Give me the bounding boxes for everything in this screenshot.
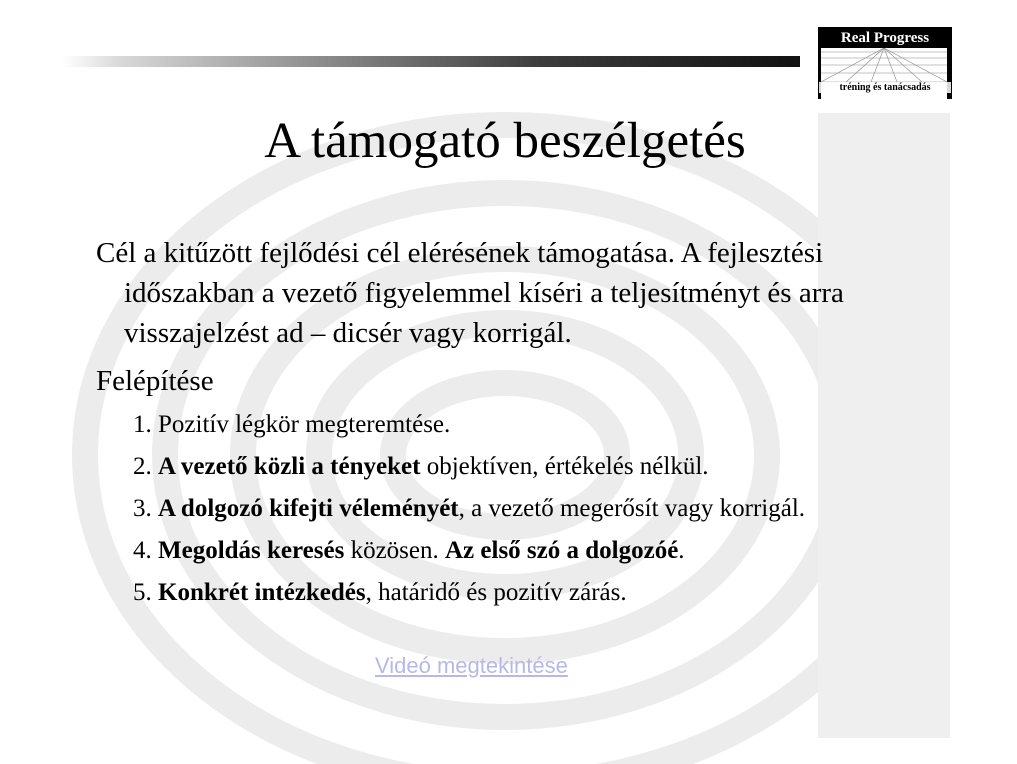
logo-title: Real Progress [840, 30, 930, 46]
step-text: , határidő és pozitív zárás. [365, 579, 627, 606]
intro-paragraph: Cél a kitűzött fejlődési cél elérésének támogatása. A fejlesztési időszakban a vezető figyelemmel kíséri a teljesítményt és arra visszajelzést ad – dicsér vagy korrigál. [96, 237, 844, 349]
step-bold-text: Konkrét intézkedés [158, 579, 366, 606]
step-bold-text: A dolgozó kifejti véleményét [158, 495, 459, 522]
list-item [133, 447, 805, 489]
video-link[interactable]: Videó megtekintése [375, 653, 568, 678]
list-item [133, 489, 805, 531]
top-gradient-rule [62, 56, 800, 67]
logo-grid-graphic [821, 48, 947, 108]
list-item [133, 531, 805, 573]
step-bold-text: A vezető közli a tényeket [158, 453, 421, 480]
logo-subtitle: tréning és tanácsadás [819, 82, 951, 93]
step-number: 3. [133, 495, 152, 522]
list-item [133, 573, 805, 615]
real-progress-logo [818, 27, 952, 99]
step-text: , a vezető megerősít vagy korrigál. [458, 495, 806, 522]
step-number: 5. [133, 579, 152, 606]
step-text-2: . [678, 537, 685, 564]
right-side-panel [818, 113, 950, 738]
step-number: 1. [133, 411, 152, 438]
step-text: objektíven, értékelés nélkül. [420, 453, 709, 480]
step-text: Pozitív légkör megteremtése. [158, 411, 451, 438]
slide-title: A támogató beszélgetés [264, 113, 746, 169]
step-number: 2. [133, 453, 152, 480]
step-bold-text-2: Az első szó a dolgozóé [445, 537, 679, 564]
step-number: 4. [133, 537, 152, 564]
steps-list [133, 405, 805, 615]
list-item [133, 405, 805, 447]
structure-heading: Felépítése [96, 365, 214, 397]
step-bold-text: Megoldás keresés [158, 537, 345, 564]
step-text: közösen. [344, 537, 445, 564]
